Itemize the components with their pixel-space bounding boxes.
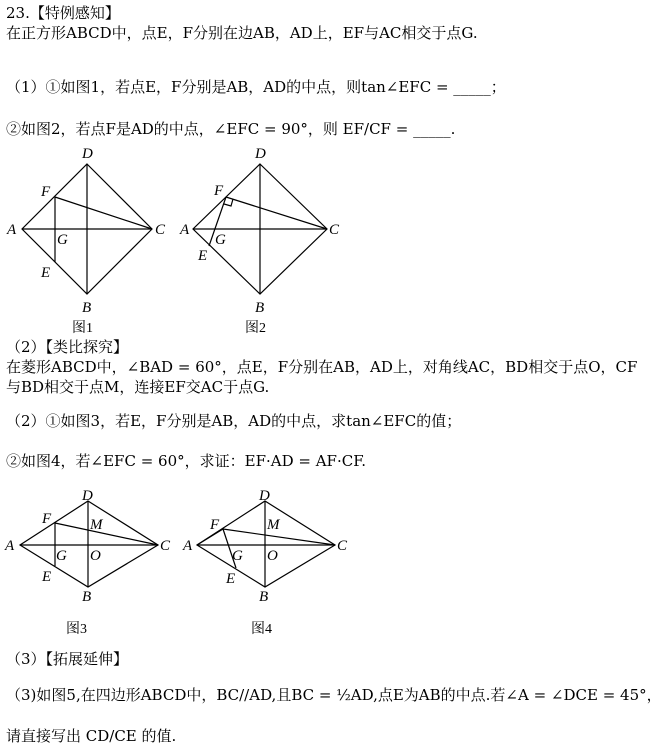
label-D: D	[259, 488, 270, 504]
label-A: A	[5, 538, 15, 554]
question-3-ask: 请直接写出 CD/CE 的值.	[6, 727, 177, 745]
label-B: B	[259, 589, 269, 605]
question-1-part-2: ②如图2，若点F是AD的中点，∠EFC = 90°，则 EF/CF = _____.	[6, 120, 456, 138]
label-E: E	[226, 571, 236, 587]
label-E: E	[41, 265, 51, 281]
label-M: M	[90, 517, 103, 533]
section-2-title: （2）【类比探究】	[6, 338, 129, 356]
label-F: F	[42, 511, 52, 527]
label-D: D	[255, 146, 266, 162]
label-C: C	[160, 538, 171, 554]
rhombus-intro: 在菱形ABCD中，∠BAD = 60°，点E，F分别在AB，AD上，对角线AC，BD相交于点O，CF	[6, 358, 638, 376]
label-D: D	[82, 488, 93, 504]
label-B: B	[255, 300, 265, 316]
label-B: B	[82, 589, 92, 605]
label-A: A	[183, 538, 193, 554]
label-G: G	[56, 548, 67, 564]
figure-4	[180, 483, 360, 643]
section-3-title: （3）【拓展延伸】	[6, 650, 129, 668]
label-B: B	[82, 300, 92, 316]
problem-intro: 在正方形ABCD中，点E，F分别在边AB，AD上，EF与AC相交于点G.	[6, 24, 478, 42]
label-C: C	[155, 222, 166, 238]
label-C: C	[337, 538, 348, 554]
label-F: F	[214, 183, 224, 199]
rhombus-intro-2: 与BD相交于点M，连接EF交AC于点G.	[6, 378, 270, 396]
question-2-part-2: ②如图4，若∠EFC = 60°，求证：EF·AD = AF·CF.	[6, 452, 367, 470]
label-A: A	[180, 222, 190, 238]
label-M: M	[267, 517, 280, 533]
label-F: F	[210, 517, 220, 533]
label-C: C	[329, 222, 340, 238]
label-O: O	[267, 548, 278, 564]
question-2-part-1: （2）①如图3，若E，F分别是AB，AD的中点，求tan∠EFC的值；	[6, 412, 462, 430]
label-E: E	[198, 248, 208, 264]
figure-2	[178, 142, 358, 337]
label-A: A	[7, 222, 17, 238]
label-G: G	[215, 232, 226, 248]
label-E: E	[42, 569, 52, 585]
figure-1-caption: 图1	[72, 321, 93, 336]
label-O: O	[90, 548, 101, 564]
problem-header: 23.【特例感知】	[6, 4, 120, 22]
label-G: G	[57, 232, 68, 248]
label-F: F	[41, 184, 51, 200]
label-D: D	[82, 146, 93, 162]
question-3: （3)如图5,在四边形ABCD中，BC//AD,且BC = ½AD,点E为AB的中点.若∠A = ∠DCE = 45°，	[6, 686, 662, 704]
label-G: G	[232, 548, 243, 564]
figure-3	[0, 483, 180, 643]
figure-2-caption: 图2	[245, 321, 266, 336]
figure-4-caption: 图4	[251, 622, 272, 637]
figure-1	[0, 142, 180, 337]
question-1-part-1: （1）①如图1，若点E，F分别是AB，AD的中点，则tan∠EFC = _____；	[6, 78, 506, 96]
figure-3-caption: 图3	[66, 622, 87, 637]
